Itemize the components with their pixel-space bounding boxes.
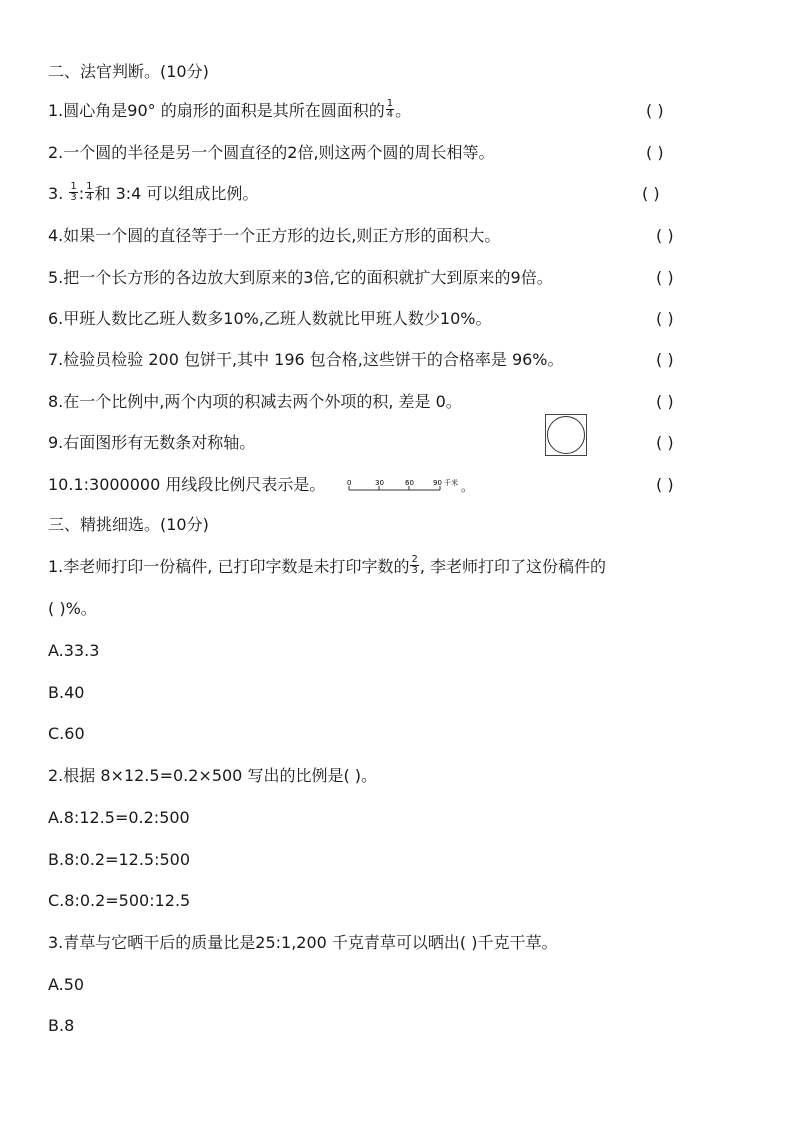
answer-blank-2[interactable]: ( ) (646, 143, 664, 162)
option-q2-c[interactable]: C.8:0.2=500:12.5 (48, 891, 191, 910)
choice-q1 (48, 554, 607, 577)
answer-blank-3[interactable]: ( ) (642, 184, 660, 203)
fraction-denominator: 4 (386, 109, 394, 120)
answer-blank-10[interactable]: ( ) (656, 475, 674, 494)
scale-unit: 千米 (444, 479, 458, 487)
answer-blank-1[interactable]: ( ) (646, 101, 664, 120)
fraction (69, 182, 77, 203)
item-text: 3. (48, 184, 69, 203)
option-q1-c[interactable]: C.60 (48, 724, 85, 743)
fraction (85, 182, 93, 203)
judge-item-1 (48, 98, 412, 121)
judge-item-8: 8.在一个比例中,两个内项的积减去两个外项的积, 差是 0。 (48, 392, 462, 411)
scale-label-90: 90 (433, 479, 442, 487)
answer-blank-5[interactable]: ( ) (656, 268, 674, 287)
judge-item-7: 7.检验员检验 200 包饼干,其中 196 包合格,这些饼干的合格率是 96%。 (48, 350, 564, 369)
option-q2-a[interactable]: A.8:12.5=0.2:500 (48, 808, 190, 827)
answer-blank-6[interactable]: ( ) (656, 309, 674, 328)
judge-item-3 (48, 181, 259, 204)
fraction-denominator: 3 (70, 192, 77, 203)
judge-item-9: 9.右面图形有无数条对称轴。 (48, 433, 256, 452)
judge-item-6: 6.甲班人数比乙班人数多10%,乙班人数就比甲班人数少10%。 (48, 309, 492, 328)
item-text-end: 。 (395, 101, 412, 120)
answer-blank-9[interactable]: ( ) (656, 433, 674, 452)
scale-label-30: 30 (375, 479, 384, 487)
judge-item-4: 4.如果一个圆的直径等于一个正方形的边长,则正方形的面积大。 (48, 226, 501, 245)
judge-item-10: 10.1:3000000 用线段比例尺表示是。 (48, 475, 326, 494)
answer-blank-4[interactable]: ( ) (656, 226, 674, 245)
ratio-colon: : (78, 184, 85, 203)
option-q1-b[interactable]: B.40 (48, 683, 85, 702)
option-q1-a[interactable]: A.33.3 (48, 641, 100, 660)
fraction-numerator: 1 (386, 98, 394, 109)
scale-label-0: 0 (347, 479, 352, 487)
fraction-numerator: 1 (86, 181, 93, 192)
fraction-numerator: 2 (411, 554, 418, 565)
option-q3-a[interactable]: A.50 (48, 975, 85, 994)
item-text: 1.圆心角是90° 的扇形的面积是其所在圆面积的 (48, 101, 385, 120)
scale-label-60: 60 (405, 479, 414, 487)
fraction-denominator: 3 (411, 565, 418, 576)
choice-q3: 3.青草与它晒干后的质量比是25:1,200 千克青草可以晒出( )千克干草。 (48, 933, 558, 952)
item-text-end: 和 3:4 可以组成比例。 (94, 184, 259, 203)
circle-in-square-figure (545, 414, 587, 456)
circle-shape (547, 416, 585, 454)
question-text: 1.李老师打印一份稿件, 已打印字数是未打印字数的 (48, 557, 410, 576)
fraction (410, 555, 418, 576)
section-title-multiple-choice: 三、精挑细选。(10分) (48, 515, 209, 534)
answer-blank-8[interactable]: ( ) (656, 392, 674, 411)
option-q3-b[interactable]: B.8 (48, 1016, 75, 1035)
scale-end-mark: 。 (461, 480, 474, 494)
judge-item-5: 5.把一个长方形的各边放大到原来的3倍,它的面积就扩大到原来的9倍。 (48, 268, 553, 287)
choice-q2: 2.根据 8×12.5=0.2×500 写出的比例是( )。 (48, 766, 378, 785)
question-text-end: , 李老师打印了这份稿件的 (419, 557, 607, 576)
fraction-numerator: 1 (70, 181, 77, 192)
line-segment-scale-bar (345, 476, 475, 496)
fraction (386, 99, 394, 120)
judge-item-2: 2.一个圆的半径是另一个圆直径的2倍,则这两个圆的周长相等。 (48, 143, 495, 162)
option-q2-b[interactable]: B.8:0.2=12.5:500 (48, 850, 191, 869)
choice-q1-blank[interactable]: ( )%。 (48, 599, 97, 618)
fraction-denominator: 4 (86, 192, 93, 203)
answer-blank-7[interactable]: ( ) (656, 350, 674, 369)
section-title-judgement: 二、法官判断。(10分) (48, 62, 209, 81)
